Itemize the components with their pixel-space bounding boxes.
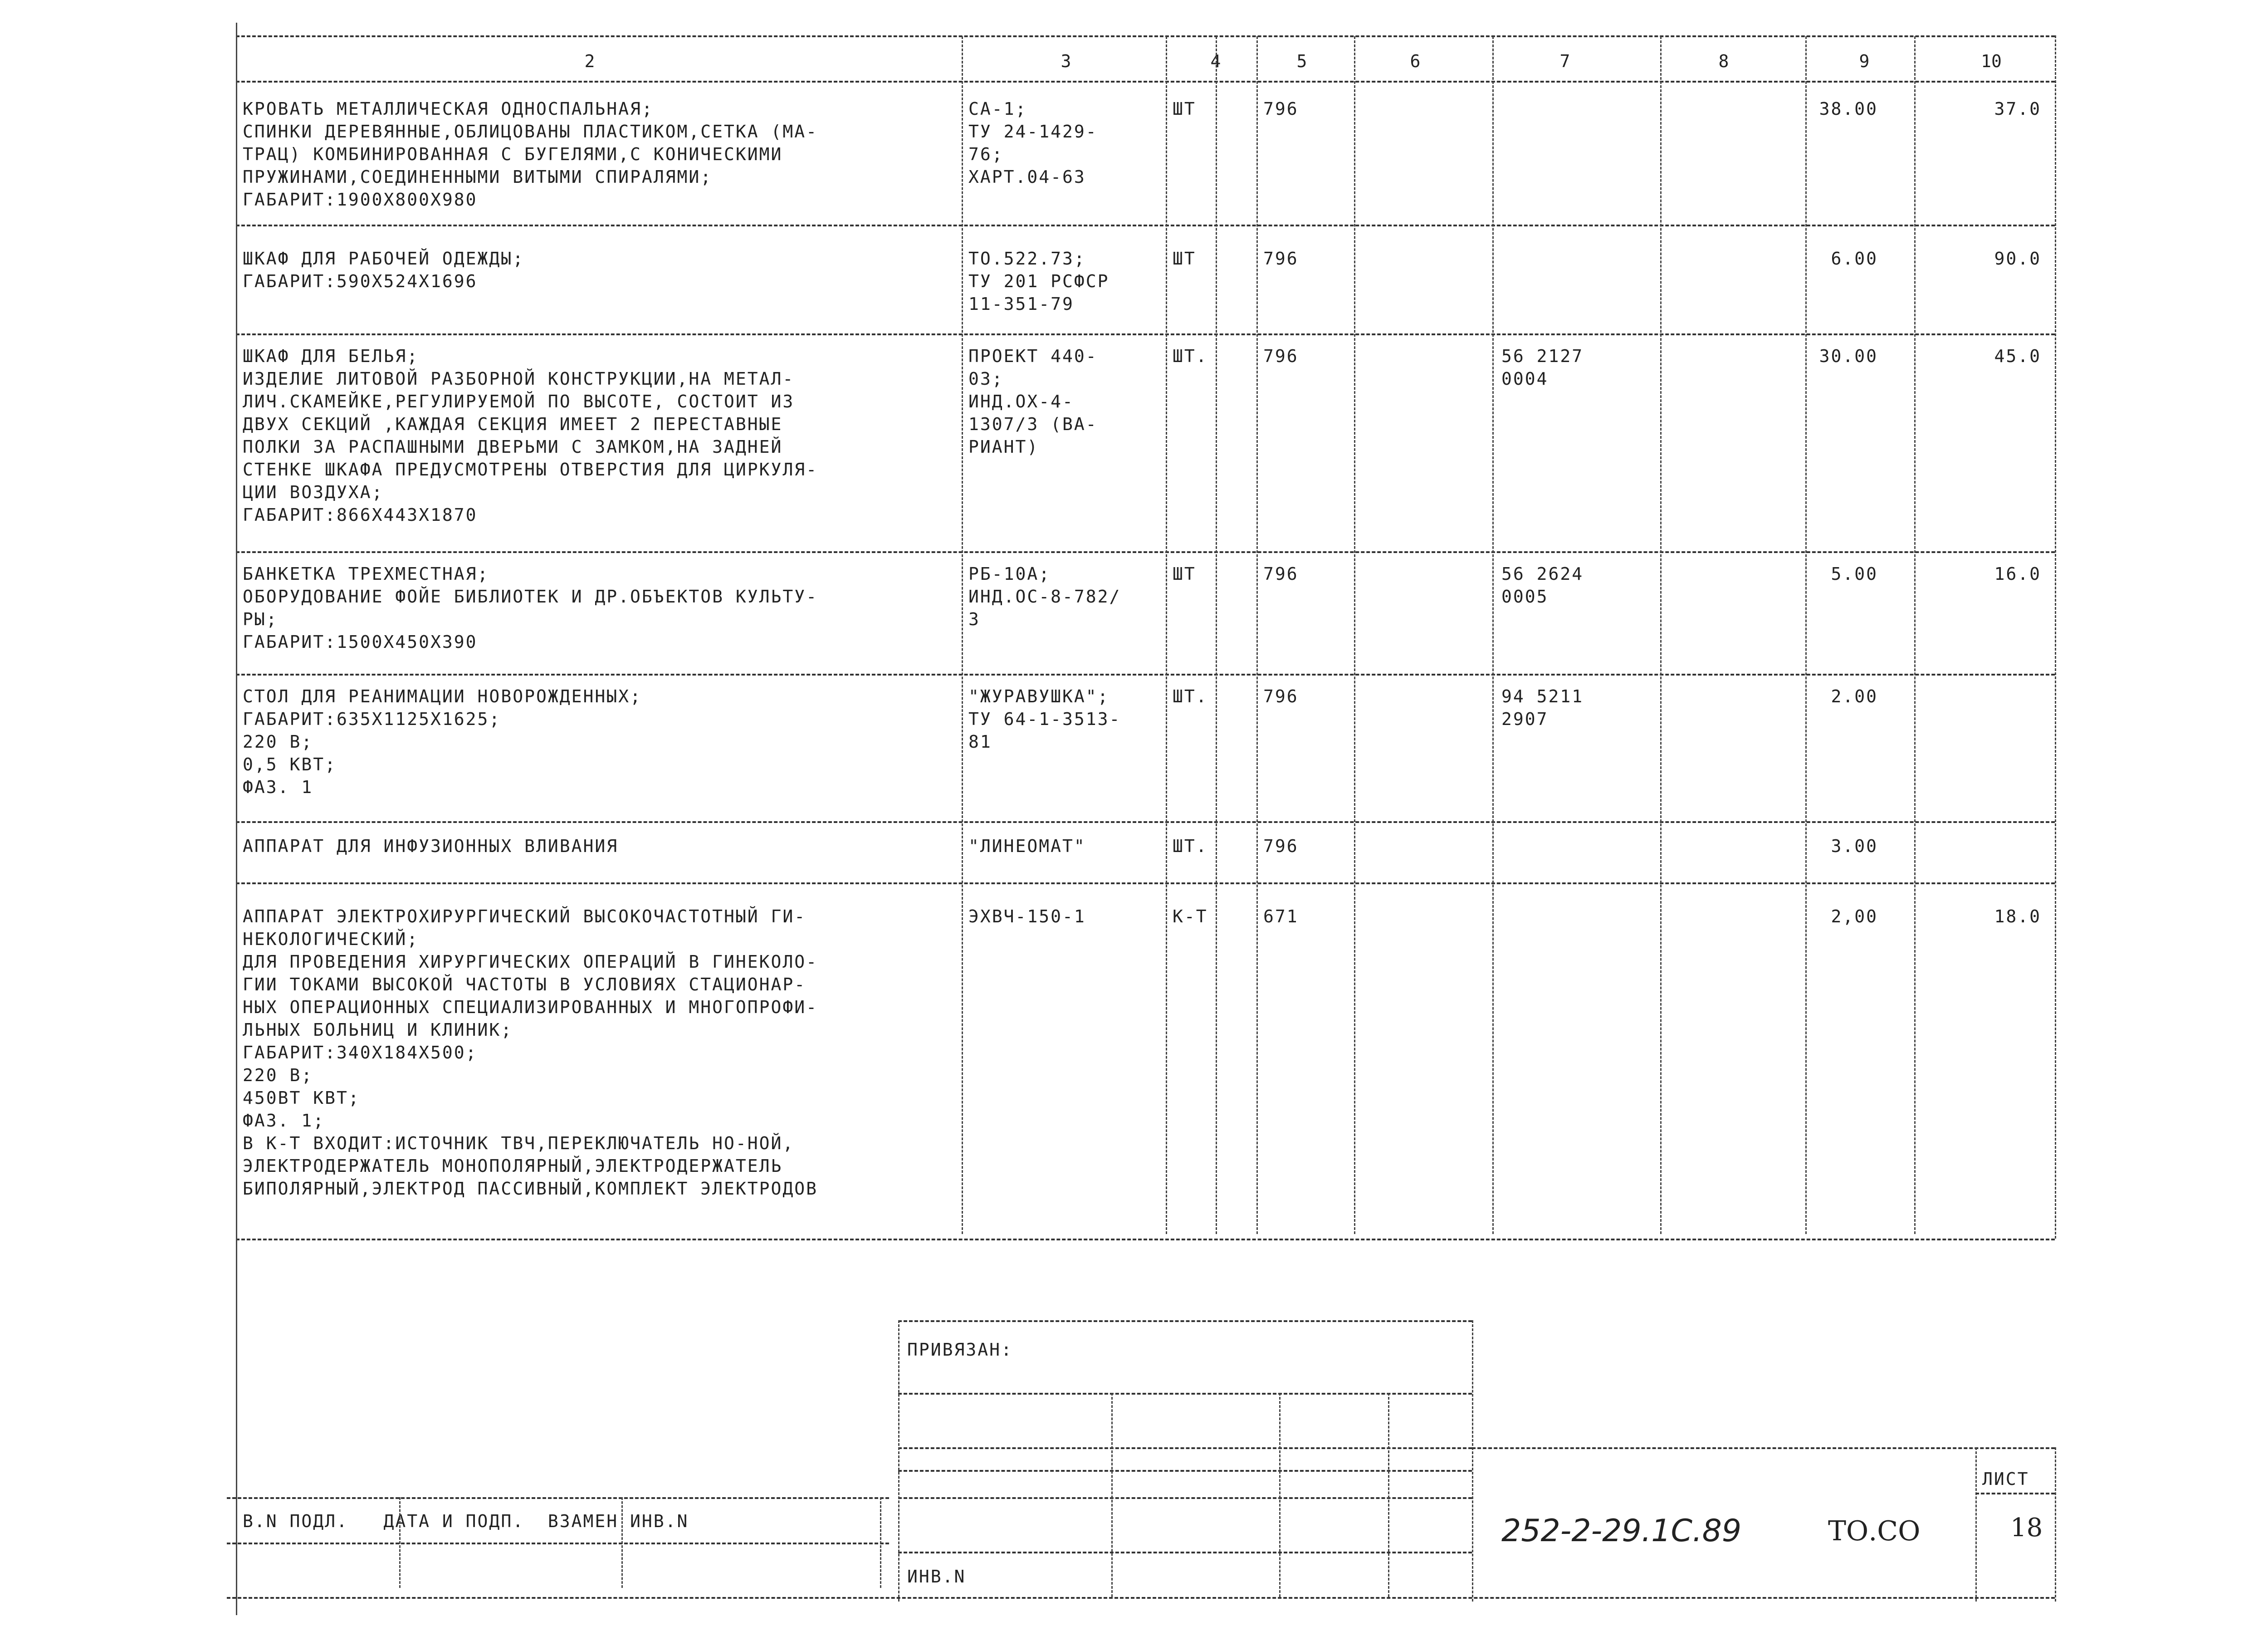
item-unit-code: 796: [1263, 99, 1299, 119]
item-name-line: ДЛЯ ПРОВЕДЕНИЯ ХИРУРГИЧЕСКИХ ОПЕРАЦИЙ В ГИНЕКОЛО-: [243, 952, 818, 972]
item-name-line: БИПОЛЯРНЫЙ,ЭЛЕКТРОД ПАССИВНЫЙ,КОМПЛЕКТ ЭЛЕКТРОДОВ: [243, 1179, 818, 1199]
item-unit-code: 796: [1263, 686, 1299, 706]
item-document-line: ТУ 201 РСФСР: [968, 271, 1110, 291]
stamp-top-rule: [898, 1320, 1472, 1322]
left-stamp-rule: [621, 1497, 623, 1588]
item-name-line: СТОЛ ДЛЯ РЕАНИМАЦИИ НОВОРОЖДЕННЫХ;: [243, 686, 642, 706]
item-name-line: ЦИИ ВОЗДУХА;: [243, 482, 384, 502]
item-name-line: БАНКЕТКА ТРЕХМЕСТНАЯ;: [243, 564, 489, 584]
item-name-line: 220 В;: [243, 732, 313, 752]
item-document-line: "ЖУРАВУШКА";: [968, 686, 1110, 706]
item-column-10: 90.0: [1994, 249, 2041, 269]
item-document-line: 03;: [968, 369, 1004, 389]
item-unit-code: 796: [1263, 346, 1299, 366]
item-column-10: 37.0: [1994, 99, 2041, 119]
stamp-column-rule: [1279, 1393, 1281, 1597]
sheet-box-rule: [1975, 1447, 1977, 1602]
row-separator: [236, 225, 2055, 226]
stamp-code-top-rule: [1472, 1447, 2055, 1449]
item-okp-code-line: 56 2624: [1501, 564, 1584, 584]
item-okp-code-line: 94 5211: [1501, 686, 1584, 706]
row-separator: [236, 882, 2055, 884]
stamp-rule: [898, 1497, 1472, 1499]
left-stamp-mid-rule: [227, 1543, 889, 1544]
item-unit: ШТ: [1173, 99, 1196, 119]
column-rule: [1256, 36, 1258, 1234]
item-name-line: ИЗДЕЛИЕ ЛИТОВОЙ РАЗБОРНОЙ КОНСТРУКЦИИ,НА МЕТАЛ-: [243, 369, 795, 389]
right-border: [2055, 35, 2056, 1239]
sheet-number: 18: [2010, 1513, 2043, 1543]
item-document-line: ЭХВЧ-150-1: [968, 906, 1086, 926]
item-name-line: НЕКОЛОГИЧЕСКИЙ;: [243, 929, 419, 949]
sheet-right-rule: [2055, 1447, 2056, 1602]
item-name-line: ОБОРУДОВАНИЕ ФОЙЕ БИБЛИОТЕК И ДР.ОБЪЕКТОВ КУЛЬТУ-: [243, 587, 818, 607]
item-okp-code-line: 2907: [1501, 709, 1549, 729]
item-name-line: АППАРАТ ДЛЯ ИНФУЗИОННЫХ ВЛИВАНИЯ: [243, 836, 619, 856]
column-rule: [1914, 36, 1916, 1234]
item-name-line: ПРУЖИНАМИ,СОЕДИНЕННЫМИ ВИТЫМИ СПИРАЛЯМИ;: [243, 167, 713, 187]
stamp-left-rule: [898, 1320, 899, 1602]
item-name-line: ГАБАРИТ:1500Х450Х390: [243, 632, 478, 652]
item-column-10: 45.0: [1994, 346, 2041, 366]
column-header-6: 6: [1410, 51, 1421, 71]
column-rule: [1660, 36, 1662, 1234]
bottom-rule: [227, 1597, 2055, 1599]
column-header-5: 5: [1296, 51, 1307, 71]
left-stamp-rule: [880, 1497, 881, 1588]
privyazan-label: ПРИВЯЗАН:: [907, 1340, 1013, 1360]
item-document-line: ТУ 24-1429-: [968, 122, 1098, 142]
item-name-line: ЛЬНЫХ БОЛЬНИЦ И КЛИНИК;: [243, 1020, 513, 1040]
item-document-line: 3: [968, 609, 980, 629]
item-name-line: 0,5 КВТ;: [243, 754, 337, 774]
item-document-line: РИАНТ): [968, 437, 1039, 457]
left-stamp-rule: [399, 1497, 401, 1588]
stamp-right-rule: [1472, 1320, 1473, 1602]
column-rule: [1354, 36, 1355, 1234]
item-document-line: 1307/3 (ВА-: [968, 414, 1098, 434]
item-unit: К-Т: [1173, 906, 1208, 926]
item-unit: ШТ.: [1173, 346, 1208, 366]
item-quantity: 2,00: [1831, 906, 1878, 926]
item-document-line: ТО.522.73;: [968, 249, 1086, 269]
item-name-line: АППАРАТ ЭЛЕКТРОХИРУРГИЧЕСКИЙ ВЫСОКОЧАСТОТНЫЙ ГИ-: [243, 906, 807, 926]
item-name-line: ГАБАРИТ:866Х443Х1870: [243, 505, 478, 525]
item-name-line: 220 В;: [243, 1065, 313, 1085]
stamp-rule: [898, 1447, 1472, 1449]
inventory-number-label: ИНВ.N: [907, 1567, 966, 1587]
item-quantity: 38.00: [1819, 99, 1878, 119]
column-header-3: 3: [1061, 51, 1071, 71]
item-name-line: ТРАЦ) КОМБИНИРОВАННАЯ С БУГЕЛЯМИ,С КОНИЧЕСКИМИ: [243, 144, 783, 164]
item-document-line: ПРОЕКТ 440-: [968, 346, 1098, 366]
item-document-line: ИНД.ОС-8-782/: [968, 587, 1121, 607]
item-unit-code: 796: [1263, 836, 1299, 856]
item-name-line: ЭЛЕКТРОДЕРЖАТЕЛЬ МОНОПОЛЯРНЫЙ,ЭЛЕКТРОДЕРЖАТЕЛЬ: [243, 1156, 783, 1176]
item-name-line: ШКАФ ДЛЯ РАБОЧЕЙ ОДЕЖДЫ;: [243, 249, 525, 269]
row-separator: [236, 1239, 2055, 1240]
column-rule: [1216, 36, 1217, 1234]
row-separator: [236, 551, 2055, 553]
item-document-line: 81: [968, 732, 992, 752]
item-name-line: ГАБАРИТ:340Х184Х500;: [243, 1043, 478, 1063]
column-rule: [962, 36, 963, 1234]
column-header-10: 10: [1981, 51, 2002, 71]
header-bottom-rule: [236, 81, 2055, 83]
column-rule: [1166, 36, 1167, 1234]
stamp-rule: [898, 1393, 1472, 1395]
item-unit: ШТ: [1173, 564, 1196, 584]
item-quantity: 30.00: [1819, 346, 1878, 366]
item-document-line: СА-1;: [968, 99, 1027, 119]
item-name-line: ФАЗ. 1;: [243, 1111, 325, 1131]
row-separator: [236, 821, 2055, 823]
item-document-line: "ЛИНЕОМАТ": [968, 836, 1086, 856]
item-column-10: 16.0: [1994, 564, 2041, 584]
item-name-line: ПОЛКИ ЗА РАСПАШНЫМИ ДВЕРЬМИ С ЗАМКОМ,НА ЗАДНЕЙ: [243, 437, 783, 457]
stamp-rule: [898, 1470, 1472, 1472]
sheet-label: ЛИСТ: [1982, 1469, 2029, 1489]
item-okp-code-line: 0005: [1501, 587, 1549, 607]
item-unit-code: 796: [1263, 249, 1299, 269]
stamp-rule: [898, 1552, 1472, 1553]
item-document-line: РБ-10А;: [968, 564, 1051, 584]
item-name-line: РЫ;: [243, 609, 278, 629]
item-name-line: ГАБАРИТ:590Х524Х1696: [243, 271, 478, 291]
item-name-line: НЫХ ОПЕРАЦИОННЫХ СПЕЦИАЛИЗИРОВАННЫХ И МНОГОПРОФИ-: [243, 997, 818, 1017]
item-name-line: ГИИ ТОКАМИ ВЫСОКОЙ ЧАСТОТЫ В УСЛОВИЯХ СТАЦИОНАР-: [243, 975, 807, 994]
item-name-line: ГАБАРИТ:635Х1125Х1625;: [243, 709, 501, 729]
column-header-2: 2: [584, 51, 595, 71]
stamp-column-rule: [1111, 1393, 1113, 1597]
item-name-line: ШКАФ ДЛЯ БЕЛЬЯ;: [243, 346, 419, 366]
column-header-9: 9: [1859, 51, 1870, 71]
item-name-line: 450ВТ КВТ;: [243, 1088, 360, 1108]
row-separator: [236, 333, 2055, 335]
item-unit: ШТ.: [1173, 836, 1208, 856]
item-name-line: СПИНКИ ДЕРЕВЯННЫЕ,ОБЛИЦОВАНЫ ПЛАСТИКОМ,СЕТКА (МА-: [243, 122, 818, 142]
item-document-line: ТУ 64-1-3513-: [968, 709, 1121, 729]
left-stamp-top-rule: [227, 1497, 889, 1499]
column-header-8: 8: [1718, 51, 1729, 71]
item-name-line: В К-Т ВХОДИТ:ИСТОЧНИК ТВЧ,ПЕРЕКЛЮЧАТЕЛЬ НО-НОЙ,: [243, 1133, 795, 1153]
item-quantity: 6.00: [1831, 249, 1878, 269]
header-top-rule: [236, 35, 2055, 37]
item-column-10: 18.0: [1994, 906, 2041, 926]
item-quantity: 5.00: [1831, 564, 1878, 584]
item-document-line: ХАРТ.04-63: [968, 167, 1086, 187]
item-okp-code-line: 0004: [1501, 369, 1549, 389]
stamp-column-rule: [1388, 1393, 1389, 1597]
item-name-line: СТЕНКЕ ШКАФА ПРЕДУСМОТРЕНЫ ОТВЕРСТИЯ ДЛЯ ЦИРКУЛЯ-: [243, 460, 818, 480]
item-unit-code: 796: [1263, 564, 1299, 584]
column-header-7: 7: [1559, 51, 1570, 71]
item-name-line: ФАЗ. 1: [243, 777, 313, 797]
row-separator: [236, 674, 2055, 676]
item-unit: ШТ: [1173, 249, 1196, 269]
sheet-label-rule: [1975, 1493, 2055, 1494]
document-code: 252-2-29.1С.89: [1501, 1513, 1742, 1549]
item-name-line: КРОВАТЬ МЕТАЛЛИЧЕСКАЯ ОДНОСПАЛЬНАЯ;: [243, 99, 654, 119]
item-okp-code-line: 56 2127: [1501, 346, 1584, 366]
item-document-line: 76;: [968, 144, 1004, 164]
left-stamp-labels: В.N ПОДЛ. ДАТА И ПОДП. ВЗАМЕН ИНВ.N: [243, 1511, 689, 1531]
item-unit-code: 671: [1263, 906, 1299, 926]
document-type: ТО.СО: [1828, 1515, 1921, 1547]
column-rule: [1805, 36, 1807, 1234]
column-header-4: 4: [1210, 51, 1221, 71]
item-name-line: ЛИЧ.СКАМЕЙКЕ,РЕГУЛИРУЕМОЙ ПО ВЫСОТЕ, СОСТОИТ ИЗ: [243, 392, 795, 411]
item-name-line: ГАБАРИТ:1900Х800Х980: [243, 190, 478, 210]
item-document-line: ИНД.ОХ-4-: [968, 392, 1074, 411]
left-border: [236, 23, 237, 1615]
item-quantity: 3.00: [1831, 836, 1878, 856]
column-rule: [1492, 36, 1494, 1234]
item-quantity: 2.00: [1831, 686, 1878, 706]
item-name-line: ДВУХ СЕКЦИЙ ,КАЖДАЯ СЕКЦИЯ ИМЕЕТ 2 ПЕРЕСТАВНЫЕ: [243, 414, 783, 434]
item-unit: ШТ.: [1173, 686, 1208, 706]
item-document-line: 11-351-79: [968, 294, 1074, 314]
